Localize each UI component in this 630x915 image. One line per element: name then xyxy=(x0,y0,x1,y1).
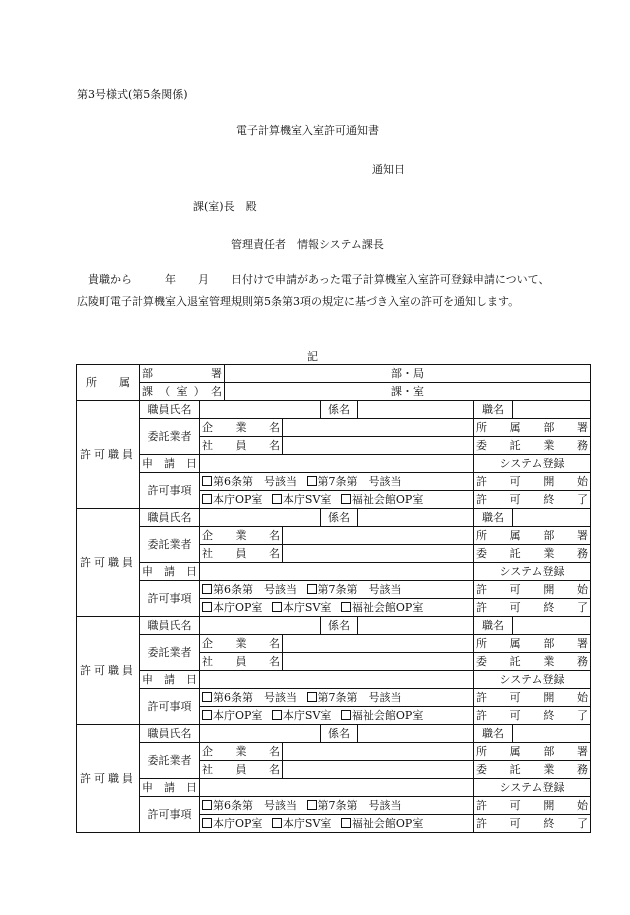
staff-block-row1 xyxy=(77,509,591,527)
system-registration-label: システム登録 xyxy=(474,563,591,581)
staff-block-row2 xyxy=(77,527,591,545)
staff-block-row1 xyxy=(77,725,591,743)
staff-block-row5 xyxy=(77,689,591,707)
staff-block-row1 xyxy=(77,617,591,635)
affiliation-row-section xyxy=(77,383,591,401)
staff-name-label: 職員氏名 xyxy=(140,401,200,419)
document-title: 電子計算機室入室許可通知書 xyxy=(236,124,379,137)
company-name-field[interactable] xyxy=(283,635,474,653)
employee-name-field[interactable] xyxy=(283,545,474,563)
staff-block-row4 xyxy=(77,563,591,581)
permit-end-label: 許可終了 xyxy=(474,599,591,617)
sv-room-label: 本庁SV室 xyxy=(282,709,332,722)
contracted-work-label: 委託業務 xyxy=(474,653,591,671)
employee-name-label: 社 員 名 xyxy=(200,761,283,779)
sv-room-label: 本庁SV室 xyxy=(282,817,332,830)
art7-checkbox[interactable] xyxy=(307,692,317,702)
apply-date-field[interactable] xyxy=(200,671,474,689)
company-name-field[interactable] xyxy=(283,743,474,761)
op-room-checkbox[interactable] xyxy=(202,494,212,504)
permit-rooms xyxy=(200,707,474,725)
apply-date-label: 申 請 日 xyxy=(140,779,200,797)
shokumei-label: 職名 xyxy=(474,725,513,743)
employee-name-field[interactable] xyxy=(283,653,474,671)
permit-rooms xyxy=(200,599,474,617)
sender: 管理責任者 情報システム課長 xyxy=(231,238,384,251)
welfare-op-checkbox[interactable] xyxy=(341,494,351,504)
affiliation-label: 所 属 xyxy=(77,365,140,401)
contractor-label: 委託業者 xyxy=(140,419,200,455)
art7-label: 第7条第 号該当 xyxy=(317,475,402,488)
permit-rooms xyxy=(200,491,474,509)
contracted-work-label: 委託業務 xyxy=(474,437,591,455)
sv-room-checkbox[interactable] xyxy=(272,818,282,828)
contracted-work-label: 委託業務 xyxy=(474,761,591,779)
art6-label: 第6条第 号該当 xyxy=(213,691,297,704)
apply-date-field[interactable] xyxy=(200,779,474,797)
art7-label: 第7条第 号該当 xyxy=(317,583,402,596)
employee-name-label: 社 員 名 xyxy=(200,653,283,671)
op-room-label: 本庁OP室 xyxy=(213,709,263,722)
art6-checkbox[interactable] xyxy=(202,800,212,810)
permitted-staff-label: 許可職員 xyxy=(77,509,140,617)
staff-block-row4 xyxy=(77,455,591,473)
apply-date-field[interactable] xyxy=(200,563,474,581)
company-name-label: 企 業 名 xyxy=(200,527,283,545)
section-value[interactable]: 課・室 xyxy=(225,383,591,401)
welfare-op-checkbox[interactable] xyxy=(341,602,351,612)
contractor-label: 委託業者 xyxy=(140,743,200,779)
staff-block-row2 xyxy=(77,635,591,653)
apply-date-field[interactable] xyxy=(200,455,474,473)
welfare-op-label: 福祉会館OP室 xyxy=(351,817,424,830)
art6-checkbox[interactable] xyxy=(202,476,212,486)
company-name-field[interactable] xyxy=(283,527,474,545)
system-registration-label: システム登録 xyxy=(474,455,591,473)
staff-block-row2 xyxy=(77,419,591,437)
permit-articles xyxy=(200,473,474,491)
sv-room-checkbox[interactable] xyxy=(272,602,282,612)
welfare-op-checkbox[interactable] xyxy=(341,818,351,828)
contracted-work-label: 委託業務 xyxy=(474,545,591,563)
shokumei-field[interactable] xyxy=(513,617,591,635)
art7-checkbox[interactable] xyxy=(307,800,317,810)
contractor-label: 委託業者 xyxy=(140,635,200,671)
company-name-label: 企 業 名 xyxy=(200,419,283,437)
permit-start-label: 許可開始 xyxy=(474,689,591,707)
permit-start-label: 許可開始 xyxy=(474,473,591,491)
permit-items-label: 許可事項 xyxy=(140,689,200,725)
shokumei-field[interactable] xyxy=(513,509,591,527)
op-room-checkbox[interactable] xyxy=(202,710,212,720)
permit-start-label: 許可開始 xyxy=(474,797,591,815)
permit-items-label: 許可事項 xyxy=(140,797,200,833)
permit-items-label: 許可事項 xyxy=(140,581,200,617)
staff-name-field[interactable] xyxy=(200,401,321,419)
permit-articles xyxy=(200,581,474,599)
employee-name-field[interactable] xyxy=(283,761,474,779)
staff-block-row5 xyxy=(77,581,591,599)
addressee: 課(室)長 殿 xyxy=(193,200,257,213)
kakari-label: 係名 xyxy=(321,509,358,527)
affiliated-dept-label: 所属部署 xyxy=(474,635,591,653)
section-label: 課（室）名 xyxy=(140,383,225,401)
employee-name-field[interactable] xyxy=(283,437,474,455)
permit-end-label: 許可終了 xyxy=(474,815,591,833)
staff-block-row4 xyxy=(77,671,591,689)
welfare-op-label: 福祉会館OP室 xyxy=(351,493,424,506)
permit-end-label: 許可終了 xyxy=(474,707,591,725)
affiliated-dept-label: 所属部署 xyxy=(474,419,591,437)
welfare-op-label: 福祉会館OP室 xyxy=(351,709,424,722)
welfare-op-checkbox[interactable] xyxy=(341,710,351,720)
permit-articles xyxy=(200,797,474,815)
ki-heading: 記 xyxy=(307,350,318,363)
permitted-staff-label: 許可職員 xyxy=(77,401,140,509)
permitted-staff-label: 許可職員 xyxy=(77,617,140,725)
art6-label: 第6条第 号該当 xyxy=(213,475,297,488)
sv-room-checkbox[interactable] xyxy=(272,494,282,504)
staff-block-row4 xyxy=(77,779,591,797)
dept-value[interactable]: 部・局 xyxy=(225,365,591,383)
kakari-field[interactable] xyxy=(358,617,474,635)
form-number: 第3号様式(第5条関係) xyxy=(77,88,188,101)
employee-name-label: 社 員 名 xyxy=(200,545,283,563)
art6-label: 第6条第 号該当 xyxy=(213,583,297,596)
sv-room-label: 本庁SV室 xyxy=(282,601,332,614)
affiliated-dept-label: 所属部署 xyxy=(474,527,591,545)
kakari-label: 係名 xyxy=(321,725,358,743)
employee-name-label: 社 員 名 xyxy=(200,437,283,455)
staff-block-row1 xyxy=(77,401,591,419)
art7-label: 第7条第 号該当 xyxy=(317,691,402,704)
notice-date-label: 通知日 xyxy=(372,163,405,176)
affiliated-dept-label: 所属部署 xyxy=(474,743,591,761)
art6-label: 第6条第 号該当 xyxy=(213,799,297,812)
dept-label: 部 署 xyxy=(140,365,225,383)
art7-checkbox[interactable] xyxy=(307,584,317,594)
company-name-field[interactable] xyxy=(283,419,474,437)
art7-label: 第7条第 号該当 xyxy=(317,799,402,812)
shokumei-field[interactable] xyxy=(513,401,591,419)
art6-checkbox[interactable] xyxy=(202,584,212,594)
staff-block-row2 xyxy=(77,743,591,761)
permit-table xyxy=(76,364,591,833)
system-registration-label: システム登録 xyxy=(474,671,591,689)
op-room-label: 本庁OP室 xyxy=(213,601,263,614)
permit-rooms xyxy=(200,815,474,833)
op-room-checkbox[interactable] xyxy=(202,602,212,612)
shokumei-label: 職名 xyxy=(474,509,513,527)
kakari-field[interactable] xyxy=(358,401,474,419)
shokumei-label: 職名 xyxy=(474,617,513,635)
staff-name-label: 職員氏名 xyxy=(140,725,200,743)
kakari-field[interactable] xyxy=(358,509,474,527)
kakari-label: 係名 xyxy=(321,617,358,635)
staff-name-field[interactable] xyxy=(200,509,321,527)
kakari-field[interactable] xyxy=(358,725,474,743)
permit-end-label: 許可終了 xyxy=(474,491,591,509)
staff-name-label: 職員氏名 xyxy=(140,509,200,527)
apply-date-label: 申 請 日 xyxy=(140,563,200,581)
system-registration-label: システム登録 xyxy=(474,779,591,797)
sv-room-checkbox[interactable] xyxy=(272,710,282,720)
permit-items-label: 許可事項 xyxy=(140,473,200,509)
contractor-label: 委託業者 xyxy=(140,527,200,563)
company-name-label: 企 業 名 xyxy=(200,743,283,761)
kakari-label: 係名 xyxy=(321,401,358,419)
permitted-staff-label: 許可職員 xyxy=(77,725,140,833)
permit-articles xyxy=(200,689,474,707)
apply-date-label: 申 請 日 xyxy=(140,455,200,473)
staff-name-label: 職員氏名 xyxy=(140,617,200,635)
shokumei-field[interactable] xyxy=(513,725,591,743)
staff-block-row5 xyxy=(77,797,591,815)
op-room-checkbox[interactable] xyxy=(202,818,212,828)
staff-block-row5 xyxy=(77,473,591,491)
shokumei-label: 職名 xyxy=(474,401,513,419)
staff-name-field[interactable] xyxy=(200,725,321,743)
art6-checkbox[interactable] xyxy=(202,692,212,702)
staff-name-field[interactable] xyxy=(200,617,321,635)
op-room-label: 本庁OP室 xyxy=(213,817,263,830)
company-name-label: 企 業 名 xyxy=(200,635,283,653)
body-text: 貴職から 年 月 日付けで申請があった電子計算機室入室許可登録申請について、広陵町電子計算機室入退室管理規則第5条第3項の規定に基づき入室の許可を通知します。 xyxy=(77,273,550,308)
apply-date-label: 申 請 日 xyxy=(140,671,200,689)
art7-checkbox[interactable] xyxy=(307,476,317,486)
sv-room-label: 本庁SV室 xyxy=(282,493,332,506)
op-room-label: 本庁OP室 xyxy=(213,493,263,506)
affiliation-row-dept xyxy=(77,365,591,383)
welfare-op-label: 福祉会館OP室 xyxy=(351,601,424,614)
permit-start-label: 許可開始 xyxy=(474,581,591,599)
